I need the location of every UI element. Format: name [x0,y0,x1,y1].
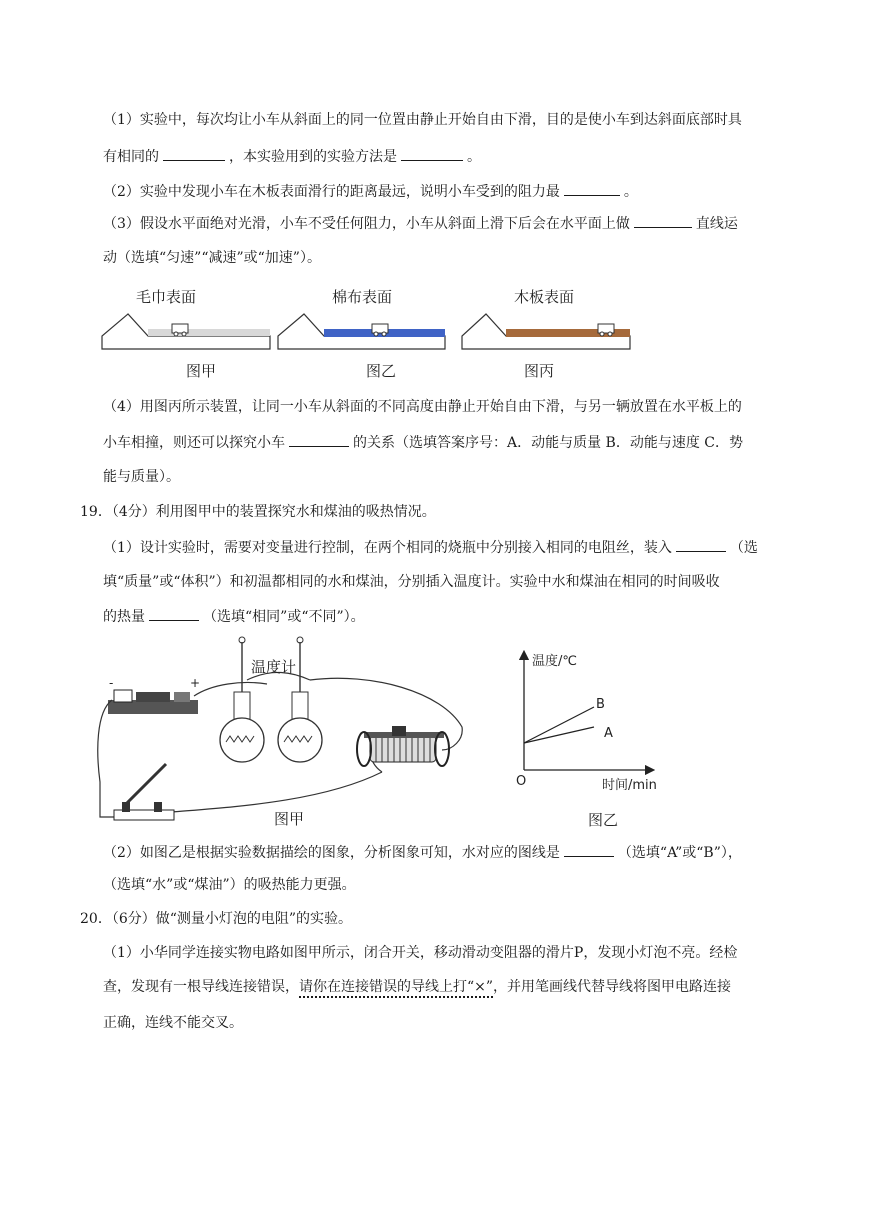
origin-label: O [516,774,527,789]
flask-left-icon [220,637,264,762]
cotton-setup [278,288,445,349]
fig-label-yi-19: 图乙 [588,811,619,829]
battery-plus: + [190,676,201,690]
q18-part1-text-a: 有相同的 [103,149,159,165]
answer-blank[interactable] [676,537,726,552]
q20-title: 20．（6分）做“测量小灯泡的电阻”的实验。 [80,911,353,927]
rheostat-icon [357,726,449,766]
q19-part1-text-c: 的热量 [103,609,145,625]
q18-part3-line1 [103,213,738,234]
q18-part2 [103,181,638,202]
line-A-label: A [604,726,613,741]
surface-label-board: 木板表面 [514,288,575,306]
q18-part4-line3: 能与质量）。 [103,469,180,485]
q18-part4-line1: （4）用图丙所示装置，让同一小车从斜面的不同高度由静止开始自由下滑，与另一辆放置在水平板上的 [103,399,742,415]
q19-part2-text-b: （选填“A”或“B”）， [617,845,742,861]
line-B-label: B [596,697,605,712]
answer-blank[interactable] [634,213,692,228]
answer-blank[interactable] [564,181,620,196]
q18-part1-text-b: ，本实验用到的实验方法是 [229,149,397,165]
fig-label-jia-19: 图甲 [274,810,305,828]
q20-part1-line1: （1）小华同学连接实物电路如图甲所示，闭合开关，移动滑动变阻器的滑片P，发现小灯泡不亮。经检 [103,945,738,961]
q19-part1-line1 [103,537,758,558]
answer-blank[interactable] [401,146,463,161]
q19-title: 19．（4分）利用图甲中的装置探究水和煤油的吸热情况。 [80,504,436,520]
q19-part1-line3 [103,606,365,627]
fig-label-yi: 图乙 [366,362,397,380]
surface-label-cotton: 棉布表面 [332,288,393,306]
q18-part4-text-a: 小车相撞，则还可以探究小车 [103,435,285,451]
heating-apparatus-figure [92,632,472,837]
answer-blank[interactable] [149,606,199,621]
q18-part2-text-b: 。 [623,184,638,200]
q18-part4-text-b: 的关系（选填答案序号：A．动能与质量 B．动能与速度 C．势 [353,435,744,451]
battery-icon [108,676,200,714]
surface-label-towel: 毛巾表面 [136,288,197,306]
q18-part2-text-a: （2）实验中发现小车在木板表面滑行的距离最远，说明小车受到的阻力最 [103,184,560,200]
q19-part2-line1 [103,842,742,863]
y-axis-label: 温度/℃ [532,654,577,669]
q20-part1-line2 [103,977,731,997]
q18-part4-line2 [103,432,743,453]
battery-minus: - [109,676,114,690]
q19-part1-text-a: （1）设计实验时，需要对变量进行控制，在两个相同的烧瓶中分别接入相同的电阻丝，装入 [103,540,672,556]
flask-right-icon [278,637,322,762]
towel-setup [102,288,270,349]
board-setup [462,288,630,349]
answer-blank[interactable] [564,842,614,857]
q19-part1-text-d: （选填“相同”或“不同”）。 [203,609,365,625]
line-A [524,727,594,743]
q20-emphasis-text: 请你在连接错误的导线上打“×” [299,979,493,998]
q20-part1-text-b: ，并用笔画线代替导线将图甲电路连接 [493,979,732,995]
fig-label-bing: 图丙 [524,362,555,380]
incline-figures [100,282,640,382]
fig-label-jia: 图甲 [186,362,217,380]
temperature-time-graph [508,645,688,835]
x-axis-label: 时间/min [602,778,657,793]
q18-part1-line1: （1）实验中，每次均让小车从斜面上的同一位置由静止开始自由下滑，目的是使小车到达斜面底部时具 [103,112,742,128]
q18-part3-text-b: 直线运 [695,216,738,232]
q18-part3-line2: 动（选填“匀速”“减速”或“加速”）。 [103,250,321,266]
q20-part1-text-a: 查，发现有一根导线连接错误， [103,979,299,995]
q18-part3-text-a: （3）假设水平面绝对光滑，小车不受任何阻力，小车从斜面上滑下后会在水平面上做 [103,216,630,232]
q19-part1-line2: 填“质量”或“体积”）和初温都相同的水和煤油，分别插入温度计。实验中水和煤油在相同的时间吸收 [103,574,720,590]
q18-part1-text-c: 。 [467,149,481,165]
q19-part2-line2: （选填“水”或“煤油”）的吸热能力更强。 [103,877,356,893]
thermometer-label: 温度计 [251,658,297,676]
switch-icon [114,764,174,820]
line-B [524,707,594,743]
answer-blank[interactable] [289,432,349,447]
q19-part2-text-a: （2）如图乙是根据实验数据描绘的图象，分析图象可知，水对应的图线是 [103,845,560,861]
q19-part1-text-b: （选 [729,540,758,556]
q18-part1-line2 [103,146,481,167]
answer-blank[interactable] [163,146,225,161]
q20-part1-line3: 正确，连线不能交叉。 [103,1015,243,1031]
